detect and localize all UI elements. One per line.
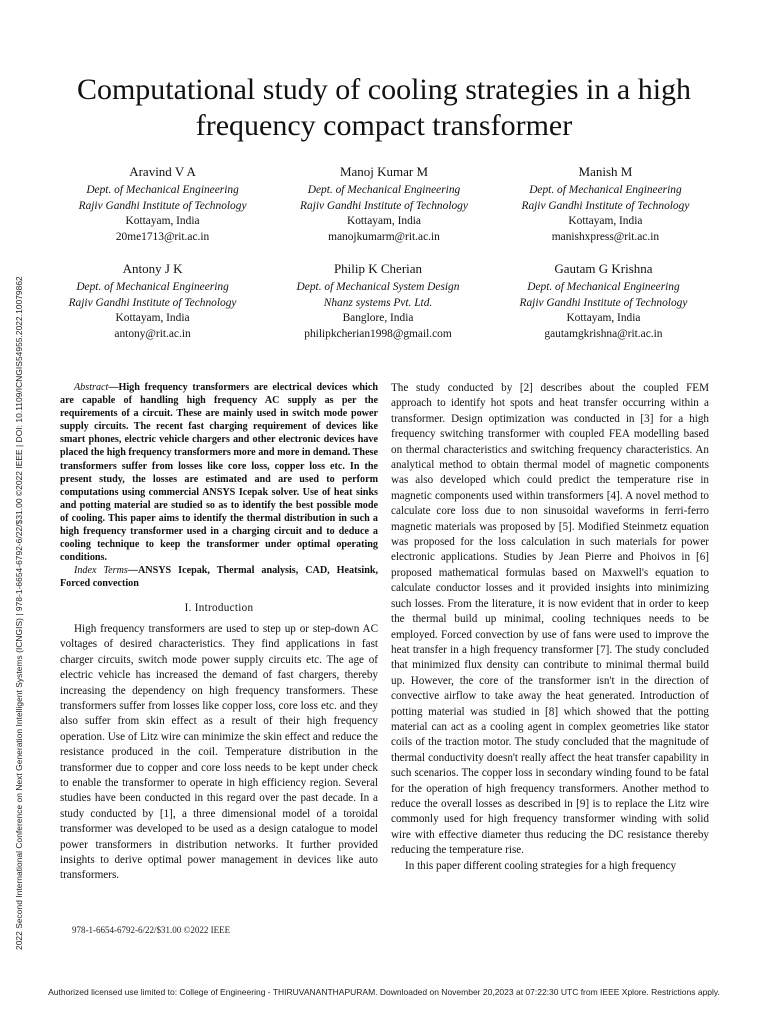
author-org: Nhanz systems Pvt. Ltd. [323, 296, 433, 309]
author-dept: Dept. of Mechanical System Design [296, 281, 460, 293]
abstract [60, 381, 378, 564]
author-name: Philip K Cherian [333, 261, 423, 276]
author-email: 20me1713@rit.ac.in [115, 230, 210, 243]
author-org: Rajiv Gandhi Institute of Technology [68, 296, 237, 309]
body-paragraph-continued: In this paper different cooling strategies for a high frequency [405, 859, 677, 872]
side-margin-text: 2022 Second International Conference on Next Generation Intelligent Systems (ICNGIS) | 978-1-6654-6792-6/22/$31.00 ©2022 IEEE | DOI: 10.1109/ICNGIS54955.2022.10079862 [14, 276, 24, 950]
author-dept: Dept. of Mechanical Engineering [307, 184, 461, 196]
copyright-notice: 978-1-6654-6792-6/22/$31.00 ©2022 IEEE [72, 925, 231, 935]
download-footer: Authorized licensed use limited to: College of Engineering - THIRUVANANTHAPURAM. Downloaded on November 20,2023 at 07:22:30 UTC from IEEE Xplore. Restrictions apply. [48, 987, 720, 997]
author-location: Kottayam, India [566, 312, 641, 324]
author-location: Kottayam, India [568, 215, 643, 227]
index-terms-label: Index Terms [74, 565, 128, 577]
author-org: Rajiv Gandhi Institute of Technology [521, 199, 690, 212]
author-name: Aravind V A [129, 164, 196, 179]
abstract-text: —High frequency transformers are electrical devices which are capable of handling high frequency AC supply as per the requirements of a circuit. These are mainly used in switch mode power supply circuits. The recent fast charging requirement of devices like smart phones, electric vehicle chargers and other electronic devices have placed the high frequency transformers more and more in demand. These transformers suffer from losses like core loss, copper loss etc. In the present study, the losses are estimated and are used to perform computations using commercial ANSYS Icepak solver. Use of heat sinks and potting material are studied so as to identify the best possible mode of cooling. This paper aims to identify the thermal distribution in such a high frequency transformer used in a charging circuit and to deduce a cooling technique to keep the transformer under optimal operating conditions. [60, 382, 378, 564]
author-block [273, 163, 494, 245]
author-block [265, 260, 490, 342]
author-block [495, 163, 716, 245]
author-email: manojkumarm@rit.ac.in [328, 230, 440, 243]
author-name: Manish M [578, 164, 633, 179]
author-dept: Dept. of Mechanical Engineering [86, 184, 239, 196]
intro-paragraph: High frequency transformers are used to step up or step-down AC voltages of desired characteristics. They find applications in fast charger circuits, switch mode power supply circuits etc. The age of electric vehicle has increased the demand of fast chargers, thereby increasing the dependency on high frequency transformers. These transformers suffer from losses like copper loss, core loss etc. and they also suffer from skin effect as a result of their high frequency operation. Use of Litz wire can minimize the skin effect and reduce the resistance produced in the coil. Temperature distribution in the transformer due to copper and core loss needs to be kept under check to enable the transformer to operate in high efficiency region. Several studies have been conducted in this regard over the past decade. In a study conducted by [1], a three dimensional model of a toroidal transformer was developed to be used as a design catalogue to model power transformers in distribution networks. It further provided insights to derive optimal power management in devices like auto transformers. [60, 622, 378, 882]
author-block [40, 260, 265, 342]
authors-row-1 [52, 163, 716, 245]
author-email: gautamgkrishna@rit.ac.in [544, 327, 663, 340]
author-location: Kottayam, India [115, 312, 190, 324]
author-email: philipkcherian1998@gmail.com [304, 327, 452, 340]
author-org: Rajiv Gandhi Institute of Technology [300, 199, 468, 212]
index-terms [60, 564, 378, 590]
author-dept: Dept. of Mechanical Engineering [76, 281, 229, 293]
author-email: manishxpress@rit.ac.in [551, 230, 660, 243]
author-name: Antony J K [122, 261, 183, 276]
side-margin-citation [14, 200, 28, 950]
index-terms-text: —ANSYS Icepak, Thermal analysis, CAD, Heatsink, Forced convection [60, 565, 379, 590]
author-dept: Dept. of Mechanical Engineering [527, 281, 680, 293]
author-location: Kottayam, India [346, 215, 421, 227]
abstract-label: Abstract [74, 382, 109, 393]
author-name: Gautam G Krishna [554, 261, 653, 276]
paper-title: Computational study of cooling strategies in a high frequency compact transformer [76, 73, 692, 142]
author-block [52, 163, 273, 245]
author-org: Rajiv Gandhi Institute of Technology [519, 296, 688, 309]
section-heading: I. Introduction [184, 601, 254, 614]
author-location: Kottayam, India [125, 215, 200, 227]
author-org: Rajiv Gandhi Institute of Technology [78, 199, 247, 212]
authors-row-2 [40, 260, 716, 342]
body-paragraph: The study conducted by [2] describes about the coupled FEM approach to identify hot spots and heat transfer occurring within a transformer. Design optimization was conducted in [3] for a high frequency switching transformer with coupled FEA modelling based on thermal characteristics and switching frequency characteristics. An analytical method to obtain thermal model of magnetic components was also developed which could predict the temperature rise in magnetic components used within transformers [4]. A novel method to calculate core loss due to non sinusoidal waveforms in ferri-ferro magnetic materials was proposed by [5]. Modified Steinmetz equation was proposed for the loss calculation in such materials for power electronic applications. Studies by Jean Pierre and Phoivos in [6] proposed mathematical formulas based on Maxwell's equation to calculate conductor losses and it provided insights into minimizing such losses. From the literature, it is now evident that in order to keep the thermal build up minimal, cooling techniques needs to be employed. Forced convection by use of fans were used to improve the heat transfer in a high frequency transformer [7]. The study concluded that minimized flux density can contribute to minimal thermal build up. However, the core of the transformer isn't in the direction of convective airflow to take away the heat generated. Introduction of potting material was studied in [8] which showed that the potting material can act as a cooling agent in complex geometries like stator coils of the traction motor. The study concluded that the magnitude of thermal conductivity doesn't really affect the heat transfer capability in such scenarios. The copper loss in secondary winding found to be fatal for the operation of high frequency transformers. Another method to reduce the overall losses as described in [9] is to replace the Litz wire commonly used for high frequency transformer winding with solid wire with effective diameter thus reducing the DC resistance thereby reducing the temperature rise. [391, 382, 709, 857]
author-email: antony@rit.ac.in [114, 327, 191, 340]
right-column [391, 381, 709, 874]
author-name: Manoj Kumar M [339, 164, 429, 179]
author-dept: Dept. of Mechanical Engineering [529, 184, 682, 196]
author-location: Banglore, India [342, 312, 414, 324]
left-column [60, 381, 378, 884]
author-block [491, 260, 716, 342]
